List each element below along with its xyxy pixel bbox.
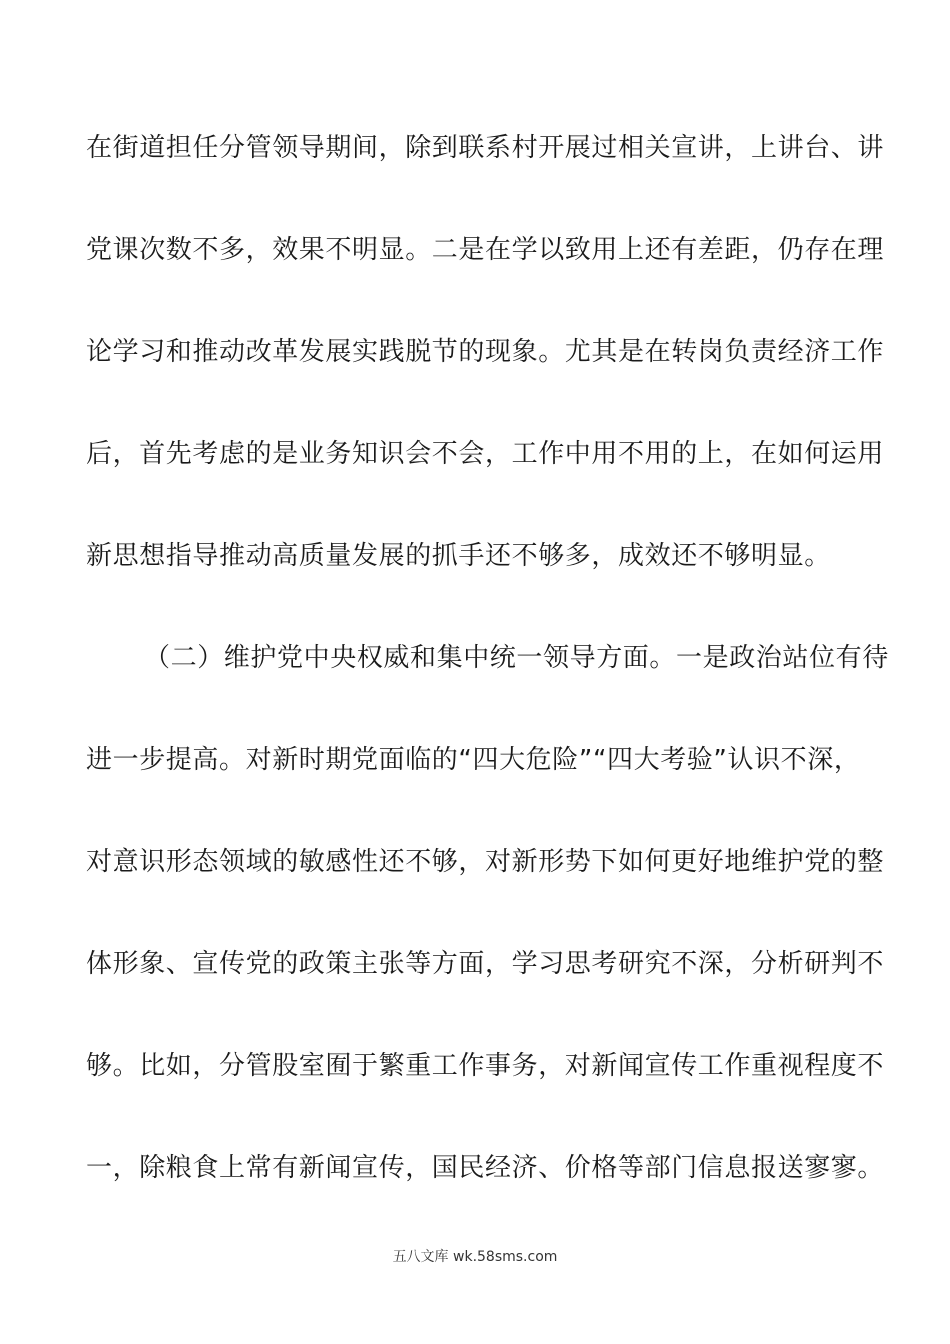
text-line: 党课次数不多，效果不明显。二是在学以致用上还有差距，仍存在理 xyxy=(86,235,885,265)
text-line: 论学习和推动改革发展实践脱节的现象。尤其是在转岗负责经济工作 xyxy=(86,337,885,367)
text-line: 够。比如，分管股室囿于繁重工作事务，对新闻宣传工作重视程度不 xyxy=(86,1051,885,1081)
body-text xyxy=(86,122,889,1244)
text-line: 进一步提高。对新时期党面临的“四大危险”“四大考验”认识不深， xyxy=(86,745,861,775)
text-line: 体形象、宣传党的政策主张等方面，学习思考研究不深，分析研判不 xyxy=(86,949,885,979)
text-line: 新思想指导推动高质量发展的抓手还不够多，成效还不够明显。 xyxy=(86,541,831,571)
section-heading-line: （二）维护党中央权威和集中统一领导方面。一是政治站位有待 xyxy=(144,643,889,673)
text-line: 对意识形态领域的敏感性还不够，对新形势下如何更好地维护党的整 xyxy=(86,847,885,877)
text-line: 一，除粮食上常有新闻宣传，国民经济、价格等部门信息报送寥寥。 xyxy=(86,1153,885,1183)
text-line: 在街道担任分管领导期间，除到联系村开展过相关宣讲，上讲台、讲 xyxy=(86,133,885,163)
text-line: 后，首先考虑的是业务知识会不会，工作中用不用的上，在如何运用 xyxy=(86,439,885,469)
footer-watermark: 五八文库 wk.58sms.com xyxy=(392,1249,558,1265)
